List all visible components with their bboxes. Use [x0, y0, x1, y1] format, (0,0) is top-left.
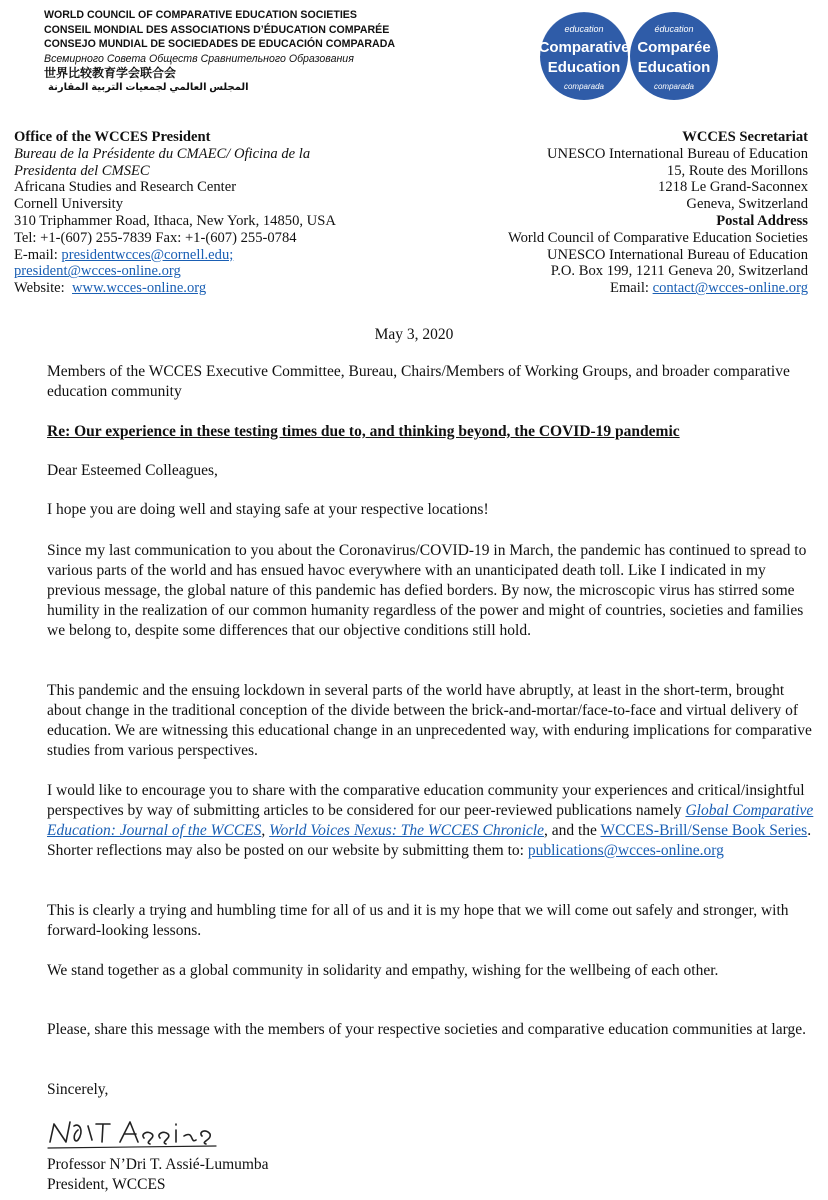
publications-email-link[interactable]: publications@wcces-online.org — [527, 842, 724, 859]
paragraph-4 — [47, 781, 817, 861]
paragraph-6: We stand together as a global community in solidarity and empathy, wishing for the wellbeing of each other. — [47, 962, 719, 979]
org-name-es: CONSEJO MUNDIAL DE SOCIEDADES DE EDUCACIÓN COMPARADA — [44, 38, 395, 51]
wcces-logos — [538, 10, 818, 102]
organization-names — [44, 8, 395, 96]
svg-text:education: education — [564, 24, 604, 34]
postal-line: P.O. Box 199, 1211 Geneva 20, Switzerland — [550, 263, 808, 280]
svg-text:Comparative: Comparative — [538, 39, 630, 56]
journal-link[interactable]: Global Comparative Education: Journal of the WCCES — [47, 802, 814, 839]
president-office-title: Office of the WCCES President — [14, 129, 211, 145]
logo-comparative-education — [539, 12, 630, 100]
president-office-subtitle-1: Bureau de la Présidente du CMAEC/ Oficina de la — [14, 145, 311, 162]
org-name-en: WORLD COUNCIL OF COMPARATIVE EDUCATION SOCIETIES — [44, 9, 357, 21]
president-email-line-2 — [14, 263, 336, 280]
postal-line: UNESCO International Bureau of Education — [547, 246, 808, 263]
paragraph-1: I hope you are doing well and staying safe at your respective locations! — [47, 501, 489, 518]
president-office-block — [14, 129, 336, 297]
website-link[interactable]: www.wcces-online.org — [72, 280, 207, 297]
paragraph-4-text-a: I would like to encourage you to share with the comparative education community your experiences and critical/insightful perspectives by way of submitting articles to be considered for our peer-reviewed publications namely — [47, 782, 805, 819]
secretariat-email-line — [508, 280, 808, 297]
paragraph-7: Please, share this message with the members of your respective societies and comparative education communities at large. — [47, 1021, 806, 1038]
logo-education-comparee — [630, 12, 718, 100]
secretariat-email-link[interactable]: contact@wcces-online.org — [652, 280, 808, 297]
president-office-university: Cornell University — [14, 196, 124, 213]
org-name-zh: 世界比较教育学会联合会 — [44, 66, 177, 81]
book-series-link[interactable]: WCCES-Brill/Sense Book Series — [600, 822, 808, 839]
signature — [44, 1112, 224, 1152]
salutation: Dear Esteemed Colleagues, — [47, 462, 218, 479]
paragraph-4-text-d: . Shorter reflections may also be posted on our website by submitting them to: — [47, 822, 812, 859]
postal-address-title: Postal Address — [716, 212, 808, 229]
president-office-address: 310 Triphammer Road, Ithaca, New York, 14850, USA — [14, 212, 336, 229]
secretariat-line: UNESCO International Bureau of Education — [547, 145, 808, 162]
svg-text:éducation: éducation — [654, 24, 694, 34]
president-website-line — [14, 280, 336, 297]
website-label: Website: — [14, 280, 72, 297]
paragraph-4-text-c: , and the — [543, 822, 601, 839]
email-label: Email: — [610, 280, 653, 297]
svg-text:Comparée: Comparée — [637, 39, 711, 56]
svg-text:Education: Education — [547, 59, 621, 76]
org-name-fr: CONSEIL MONDIAL DES ASSOCIATIONS D’ÉDUCATION COMPARÉE — [44, 23, 390, 36]
svg-text:comparada: comparada — [563, 82, 605, 91]
postal-line: World Council of Comparative Education Societies — [508, 229, 808, 246]
president-email-link-1[interactable]: presidentwcces@cornell.edu; — [61, 246, 234, 263]
svg-text:Education: Education — [637, 59, 711, 76]
recipients: Members of the WCCES Executive Committee, Bureau, Chairs/Members of Working Groups, and broader comparative education community — [47, 363, 790, 400]
subject-line: Re: Our experience in these testing times due to, and thinking beyond, the COVID-19 pandemic — [47, 423, 680, 440]
president-email-link-2[interactable]: president@wcces-online.org — [14, 263, 181, 280]
org-name-ru: Всемирного Совета Обществ Сравнительного Образования — [44, 52, 354, 65]
secretariat-line: 15, Route des Morillons — [666, 162, 808, 179]
letter-date: May 3, 2020 — [374, 326, 454, 343]
email-label: E-mail: — [14, 246, 62, 263]
closing: Sincerely, — [47, 1081, 109, 1098]
paragraph-5: This is clearly a trying and humbling time for all of us and it is my hope that we will come out safely and stronger, with forward-looking lessons. — [47, 902, 789, 939]
chronicle-link[interactable]: World Voices Nexus: The WCCES Chronicle — [269, 822, 544, 839]
svg-text:comparada: comparada — [653, 82, 695, 91]
paragraph-4-text-b: , — [261, 822, 270, 839]
secretariat-line: Geneva, Switzerland — [686, 196, 808, 213]
president-office-phone: Tel: +1-(607) 255-7839 Fax: +1-(607) 255-0784 — [14, 229, 297, 246]
secretariat-line: 1218 Le Grand-Saconnex — [658, 179, 808, 196]
paragraph-3: This pandemic and the ensuing lockdown in several parts of the world have abruptly, at least in the short-term, brought about change in the traditional conception of the divide between the brick-and-mortar/face-to-face and virtual delivery of education. We are witnessing this educational change in an unprecedented way, with enduring implications for comparative studies from various perspectives. — [47, 682, 812, 759]
signer-name: Professor N’Dri T. Assié-Lumumba — [47, 1156, 269, 1173]
president-office-subtitle-2: Presidenta del CMSEC — [14, 162, 150, 179]
org-name-ar: المجلس العالمي لجمعيات التربية المقارنة — [48, 81, 249, 93]
signer-title: President, WCCES — [47, 1176, 166, 1193]
president-office-center: Africana Studies and Research Center — [14, 179, 237, 196]
secretariat-title: WCCES Secretariat — [682, 129, 808, 145]
president-email-line — [14, 247, 336, 264]
paragraph-2: Since my last communication to you about the Coronavirus/COVID-19 in March, the pandemic has continued to spread to various parts of the world and has ensued havoc everywhere with an unanticipated death toll. Like I indicated in my previous message, the global nature of this pandemic has defied borders. By now, the microscopic virus has stirred some humility in the realization of our common humanity regardless of the power and might of countries, societies and families we belong to, despite some differences that our objective conditions still hold. — [47, 542, 807, 639]
secretariat-block — [508, 129, 808, 297]
